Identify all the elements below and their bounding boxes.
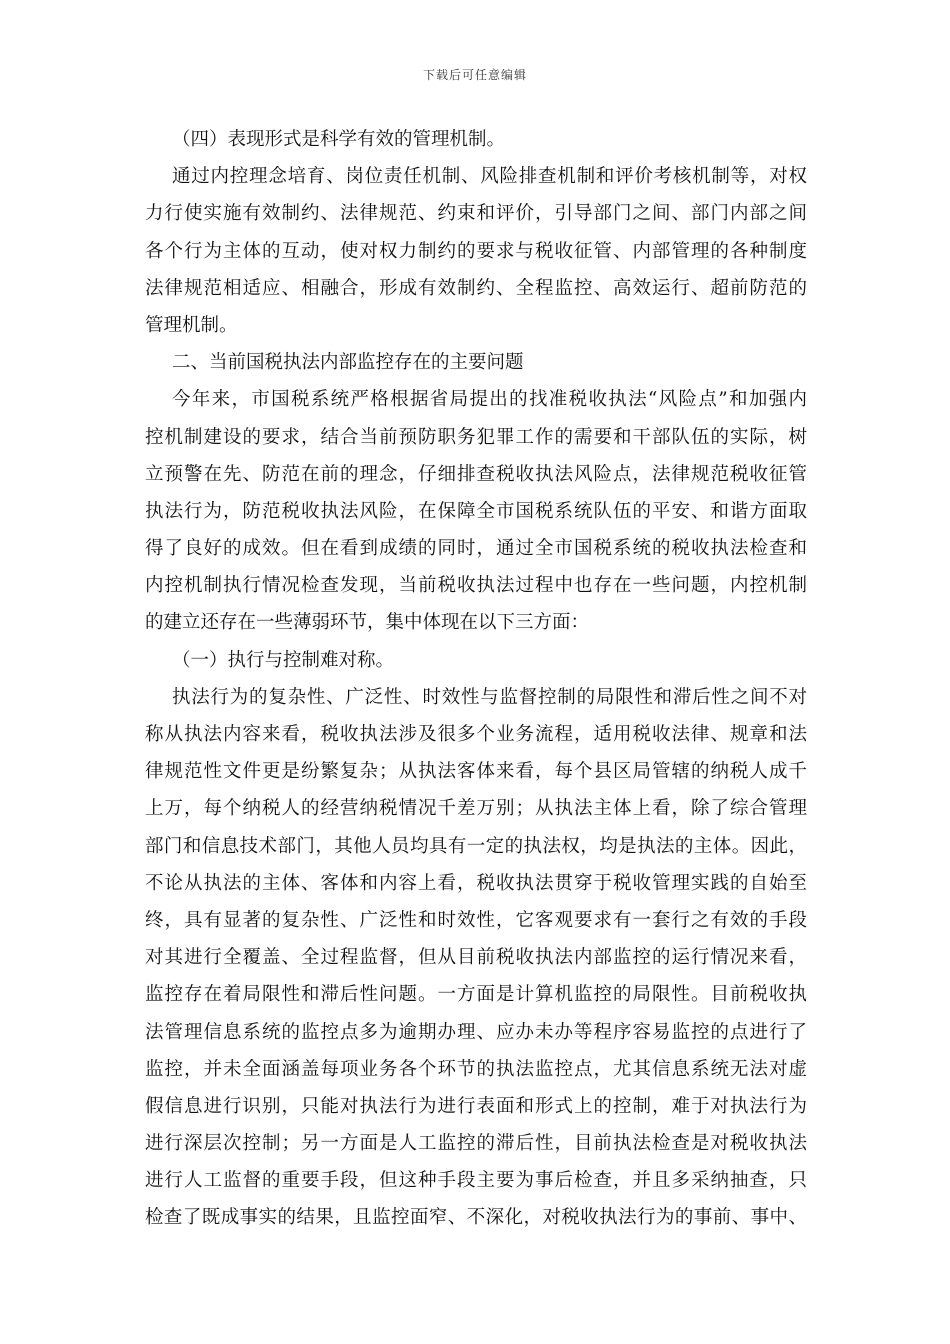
text-line: 法律规范相适应、相融合，形成有效制约、全程监控、高效运行、超前防范的 xyxy=(145,277,807,299)
text-line: 部门和信息技术部门，其他人员均具有一定的执法权，均是执法的主体。因此， xyxy=(145,835,807,857)
text-line: 得了良好的成效。但在看到成绩的同时，通过全市国税系统的税收执法检查和 xyxy=(145,538,807,560)
text-line: 假信息进行识别，只能对执法行为进行表面和形式上的控制，难于对执法行为 xyxy=(145,1095,807,1117)
text-line: 执法行为的复杂性、广泛性、时效性与监督控制的局限性和滞后性之间不对 xyxy=(172,686,807,708)
text-line: 进行人工监督的重要手段，但这种手段主要为事后检查，并且多采纳抽查，只 xyxy=(145,1170,807,1192)
text-line: 监控，并未全面涵盖每项业务各个环节的执法监控点，尤其信息系统无法对虚 xyxy=(145,1058,807,1080)
section-heading: 二、当前国税执法内部监控存在的主要问题 xyxy=(172,352,524,374)
text-line: 控机制建设的要求，结合当前预防职务犯罪工作的需要和干部队伍的实际，树 xyxy=(145,426,807,448)
text-line: 管理机制。 xyxy=(145,314,238,336)
text-line: （四）表现形式是科学有效的管理机制。 xyxy=(172,129,506,150)
text-line: 通过内控理念培育、岗位责任机制、风险排查机制和评价考核机制等，对权 xyxy=(172,166,807,188)
text-line: 法管理信息系统的监控点多为逾期办理、应办未办等程序容易监控的点进行了 xyxy=(145,1021,807,1043)
text-line: 检查了既成事实的结果，且监控面窄、不深化，对税收执法行为的事前、事中、 xyxy=(145,1207,807,1229)
text-line: 立预警在先、防范在前的理念，仔细排查税收执法风险点，法律规范税收征管 xyxy=(145,463,807,485)
text-line: 律规范性文件更是纷繁复杂；从执法客体来看，每个县区局管辖的纳税人成千 xyxy=(145,761,807,783)
text-line: 各个行为主体的互动，使对权力制约的要求与税收征管、内部管理的各种制度 xyxy=(145,240,807,262)
text-line: 力行使实施有效制约、法律规范、约束和评价，引导部门之间、部门内部之间 xyxy=(145,203,807,225)
text-line: 对其进行全覆盖、全过程监督，但从目前税收执法内部监控的运行情况来看， xyxy=(145,947,807,969)
page-header-note: 下载后可任意编辑 xyxy=(422,68,527,82)
text-line: 不论从执法的主体、客体和内容上看，税收执法贯穿于税收管理实践的自始至 xyxy=(145,872,807,894)
text-line: 的建立还存在一些薄弱环节，集中体现在以下三方面： xyxy=(145,612,590,634)
text-line: 内控机制执行情况检查发现，当前税收执法过程中也存在一些问题，内控机制 xyxy=(145,575,807,597)
text-line: 进行深层次控制；另一方面是人工监控的滞后性，目前执法检查是对税收执法 xyxy=(145,1133,807,1155)
text-line: 监控存在着局限性和滞后性问题。一方面是计算机监控的局限性。目前税收执 xyxy=(145,984,807,1006)
text-line: 终，具有显著的复杂性、广泛性和时效性，它客观要求有一套行之有效的手段 xyxy=(145,909,807,931)
text-line: 执法行为，防范税收执法风险，在保障全市国税系统队伍的平安、和谐方面取 xyxy=(145,500,807,522)
subsection-heading: （一）执行与控制难对称。 xyxy=(172,649,395,671)
text-line: 称从执法内容来看，税收执法涉及很多个业务流程，适用税收法律、规章和法 xyxy=(145,724,807,745)
document-body xyxy=(145,121,807,1237)
text-line: 上万，每个纳税人的经营纳税情况千差万别；从执法主体上看，除了综合管理 xyxy=(145,798,807,820)
text-line: 今年来，市国税系统严格根据省局提出的找准税收执法“风险点”和加强内 xyxy=(172,389,807,411)
